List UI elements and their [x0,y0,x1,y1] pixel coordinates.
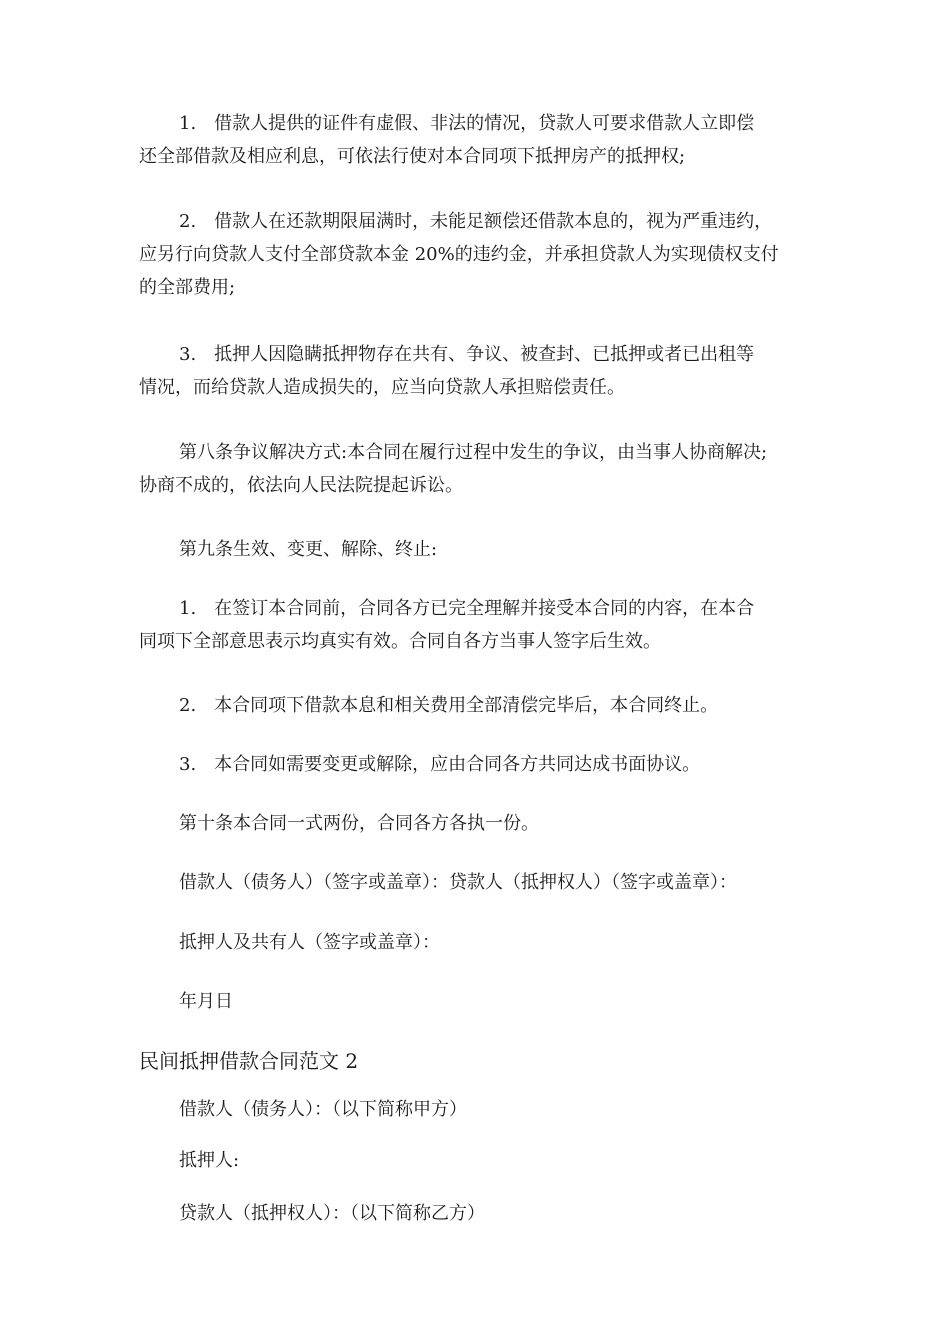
text-line: 抵押人及共有人（签字或盖章）： [179,932,440,953]
section-2-borrower [139,1093,819,1126]
text-line: 的全部费用; [139,277,236,298]
clause-8-dispute-resolution [139,436,819,502]
text-line: 第八条争议解决方式:本合同在履行过程中发生的争议，由当事人协商解决; [179,442,768,463]
text-line: 2. 借款人在还款期限届满时，未能足额偿还借款本息的，视为严重违约， [179,211,773,232]
text-line: 第十条本合同一式两份，合同各方各执一份。 [179,813,539,834]
clause-9-item-1 [139,592,819,658]
clause-7-item-2 [139,205,819,304]
text-line: 还全部借款及相应利息，可依法行使对本合同项下抵押房产的抵押权; [139,146,686,167]
text-line: 年月日 [179,991,233,1012]
text-line: 借款人（债务人）（签字或盖章）：贷款人（抵押权人）（签字或盖章）： [179,872,737,893]
section-2-mortgagor [139,1144,819,1177]
clause-7-item-1 [139,107,819,173]
clause-9-heading [139,533,819,566]
text-line: 情况，而给贷款人造成损失的，应当向贷款人承担赔偿责任。 [139,377,625,398]
text-line: 抵押人: [179,1150,240,1171]
text-line: 2. 本合同项下借款本息和相关费用全部清偿完毕后，本合同终止。 [179,695,719,716]
text-line: 应另行向贷款人支付全部贷款本金 20%的违约金，并承担贷款人为实现债权支付 [139,244,779,265]
section-2-heading: 民间抵押借款合同范文 2 [139,1049,359,1073]
text-line: 1. 在签订本合同前，合同各方已完全理解并接受本合同的内容，在本合 [179,598,755,619]
text-line: 第九条生效、变更、解除、终止: [179,539,438,560]
clause-9-item-2 [139,689,819,722]
clause-9-item-3 [139,748,819,781]
signature-mortgagor [139,926,819,959]
text-line: 同项下全部意思表示均真实有效。合同自各方当事人签字后生效。 [139,631,661,652]
signature-date [139,985,819,1018]
text-line: 协商不成的，依法向人民法院提起诉讼。 [139,475,463,496]
signature-borrower-lender [139,866,819,899]
text-line: 贷款人（抵押权人）：（以下简称乙方） [179,1203,485,1224]
section-2-lender [139,1197,819,1230]
clause-10-copies [139,807,819,840]
text-line: 3. 抵押人因隐瞒抵押物存在共有、争议、被查封、已抵押或者已出租等 [179,344,755,365]
text-line: 1. 借款人提供的证件有虚假、非法的情况，贷款人可要求借款人立即偿 [179,113,755,134]
clause-7-item-3 [139,338,819,404]
text-line: 3. 本合同如需要变更或解除，应由合同各方共同达成书面协议。 [179,754,701,775]
text-line: 借款人（债务人）：（以下简称甲方） [179,1099,467,1120]
